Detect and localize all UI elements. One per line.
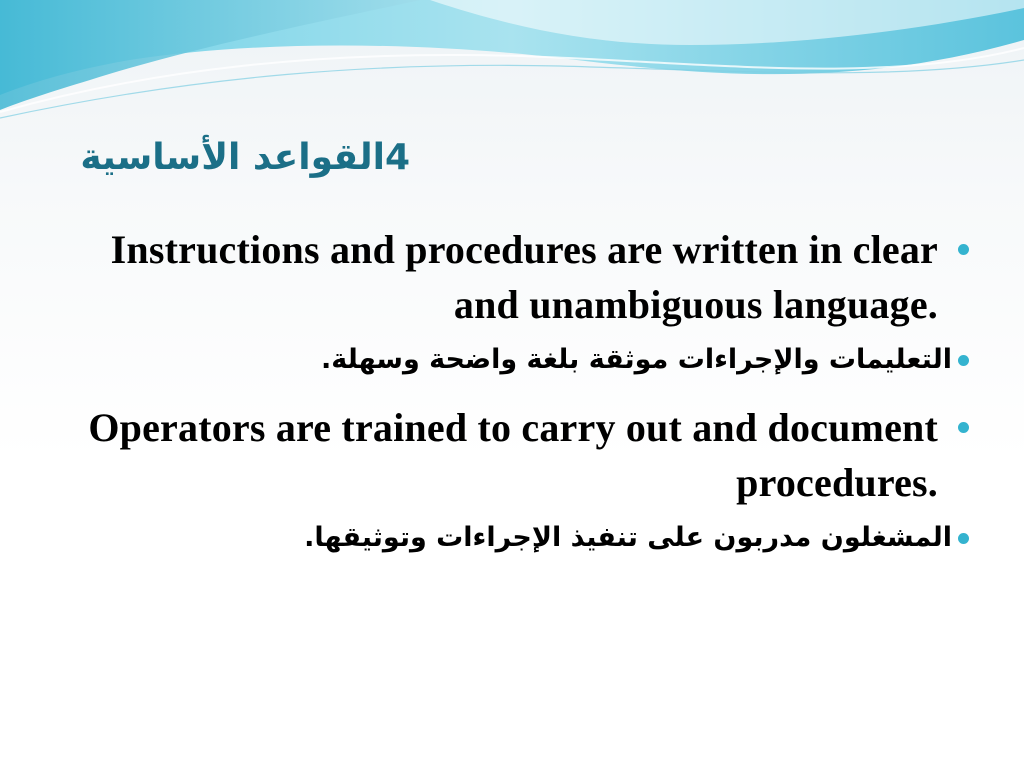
bullet-item [40,400,980,510]
bullet-dot-icon [958,533,969,544]
bullet-text-arabic: التعليمات والإجراءات موثقة بلغة واضحة وسهلة. [320,344,952,375]
bullet-item [40,338,980,382]
bullet-item [40,516,980,560]
bullet-text-english: Instructions and procedures are written in clear and unambiguous language. [110,227,938,327]
bullet-text-english: Operators are trained to carry out and document procedures. [88,405,938,505]
bullet-text-arabic: المشغلون مدربون على تنفيذ الإجراءات وتوثيقها. [304,522,952,553]
bullet-list [40,222,980,602]
bullet-dot-icon [958,422,969,433]
slide-title: 4القواعد الأساسية [80,137,410,178]
decorative-wave-header [0,0,1024,130]
bullet-dot-icon [958,355,969,366]
bullet-dot-icon [958,244,969,255]
bullet-item [40,222,980,332]
